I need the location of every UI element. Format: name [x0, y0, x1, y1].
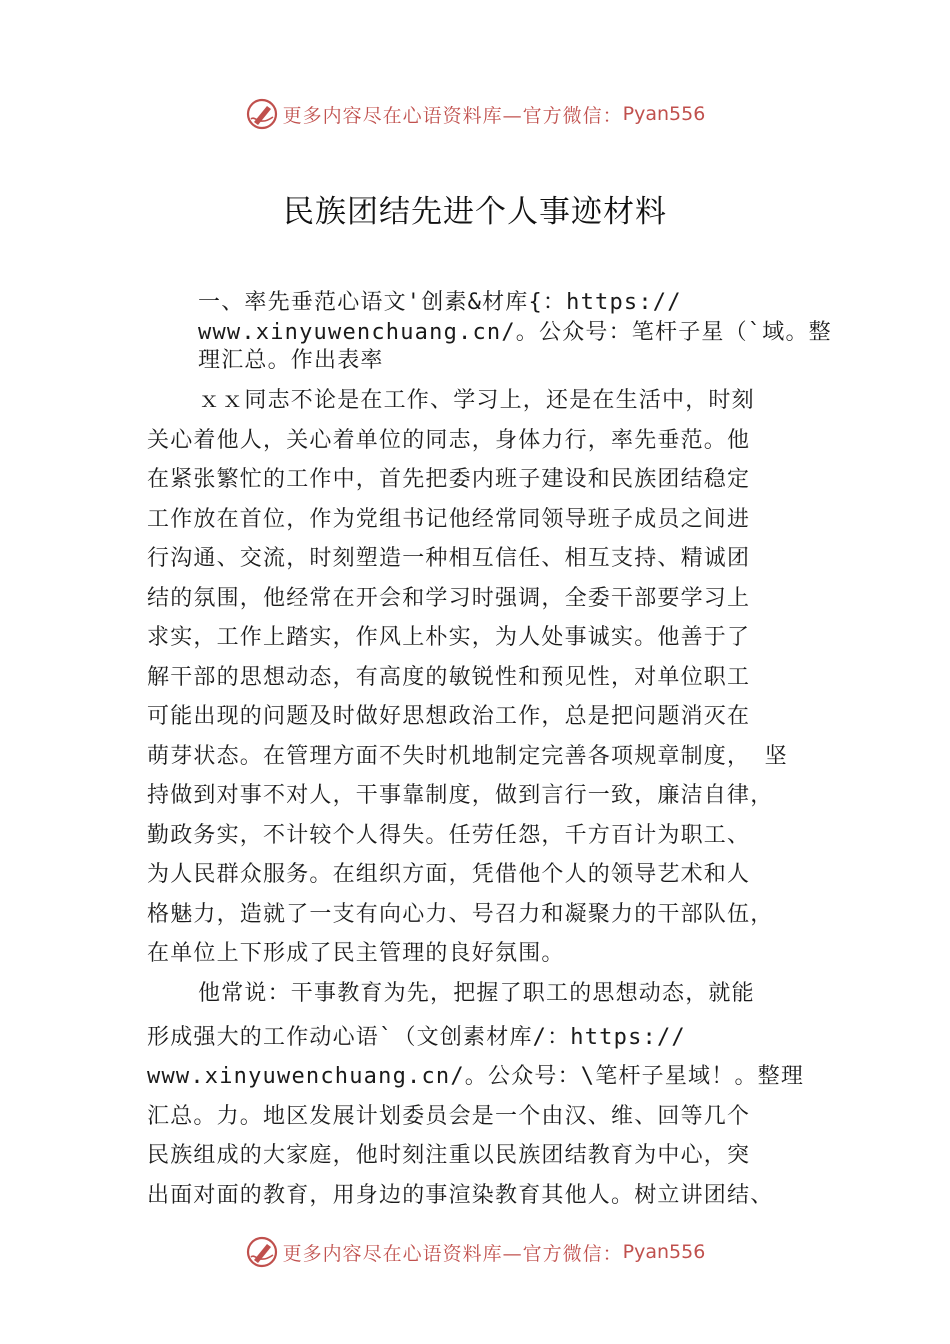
text-line: 形成强大的工作动心语`（文创素材库/：https://	[147, 1025, 686, 1050]
text-line: 在紧张繁忙的工作中，首先把委内班子建设和民族团结稳定	[147, 467, 751, 492]
pen-logo-icon	[245, 1235, 279, 1269]
text-line: 理汇总。作出表率	[198, 348, 384, 373]
text-line: 在单位上下形成了民主管理的良好氛围。	[147, 941, 565, 966]
header-banner	[0, 94, 950, 134]
text-line: 民族组成的大家庭，他时刻注重以民族团结教育为中心，突	[147, 1143, 751, 1168]
banner-text: 更多内容尽在心语资料库—官方微信：	[282, 104, 623, 127]
wechat-id: Pyan556	[622, 1241, 706, 1263]
text-line: 求实，工作上踏实，作风上朴实，为人处事诚实。他善于了	[147, 625, 751, 650]
text-line: www.xinyuwenchuang.cn/。公众号：笔杆子星（`域。整	[198, 320, 832, 345]
text-line: 他常说：干事教育为先，把握了职工的思想动态，就能	[198, 981, 755, 1006]
wechat-id: Pyan556	[622, 103, 706, 125]
text-line: 一、率先垂范心语文'创素&材库{：https://	[198, 290, 682, 315]
text-line: 格魅力，造就了一支有向心力、号召力和凝聚力的干部队伍，	[147, 902, 774, 927]
text-line: 工作放在首位，作为党组书记他经常同领导班子成员之间进	[147, 507, 751, 532]
pen-logo-icon	[245, 97, 279, 131]
text-line: 萌芽状态。在管理方面不失时机地制定完善各项规章制度， 坚	[147, 744, 788, 769]
text-line: www.xinyuwenchuang.cn/。公众号：\笔杆子星域！。整理	[147, 1064, 805, 1089]
text-line: 解干部的思想动态，有高度的敏锐性和预见性，对单位职工	[147, 665, 751, 690]
text-line: 为人民群众服务。在组织方面，凭借他个人的领导艺术和人	[147, 862, 751, 887]
text-line: 持做到对事不对人，干事靠制度，做到言行一致，廉洁自律，	[147, 783, 774, 808]
page-title: 民族团结先进个人事迹材料	[283, 194, 667, 230]
text-line: 结的氛围，他经常在开会和学习时强调，全委干部要学习上	[147, 586, 751, 611]
text-line: 勤政务实，不计较个人得失。任劳任怨，千方百计为职工、	[147, 823, 751, 848]
text-line: 可能出现的问题及时做好思想政治工作，总是把问题消灭在	[147, 704, 751, 729]
text-line: 行沟通、交流，时刻塑造一种相互信任、相互支持、精诚团	[147, 546, 751, 571]
banner-text: 更多内容尽在心语资料库—官方微信：	[282, 1242, 623, 1265]
text-line: 关心着他人，关心着单位的同志，身体力行，率先垂范。他	[147, 428, 751, 453]
text-line: ｘｘ同志不论是在工作、学习上，还是在生活中，时刻	[198, 388, 755, 413]
footer-banner	[0, 1232, 950, 1272]
text-line: 汇总。力。地区发展计划委员会是一个由汉、维、回等几个	[147, 1104, 751, 1129]
text-line: 出面对面的教育，用身边的事渲染教育其他人。树立讲团结、	[147, 1183, 774, 1208]
